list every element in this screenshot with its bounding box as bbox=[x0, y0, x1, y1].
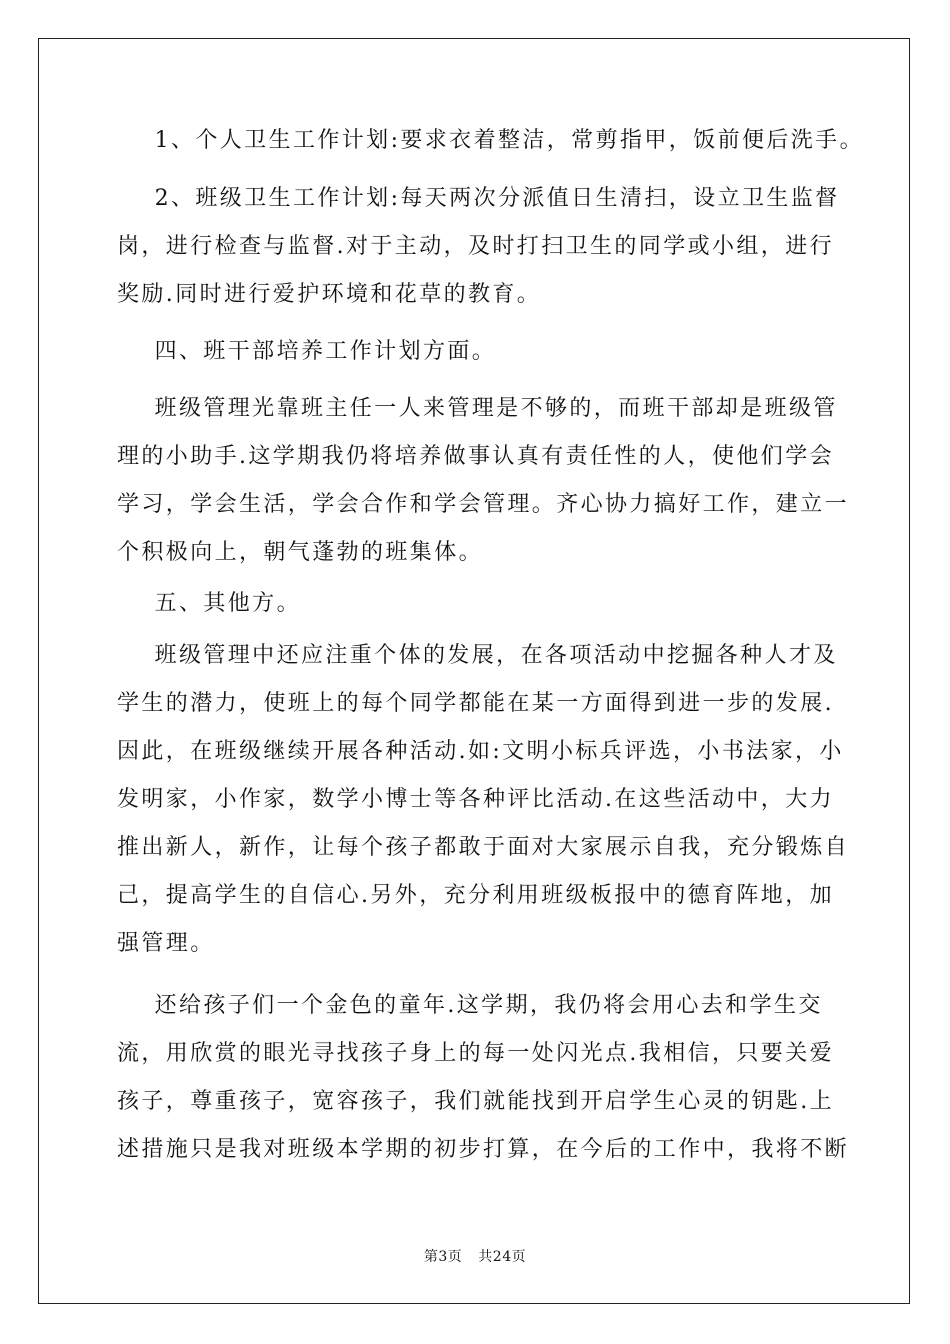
text-line: 四、班干部培养工作计划方面。 bbox=[117, 339, 497, 364]
text-line: 发明家，小作家，数学小博士等各种评比活动.在这些活动中，大力 bbox=[117, 787, 834, 812]
text-line: 流，用欣赏的眼光寻找孩子身上的每一处闪光点.我相信，只要关爱 bbox=[117, 1041, 834, 1066]
text-line: 奖励.同时进行爱护环境和花草的教育。 bbox=[117, 282, 542, 307]
text-line: 个积极向上，朝气蓬勃的班集体。 bbox=[117, 540, 484, 565]
text-line: 班级管理光靠班主任一人来管理是不够的，而班干部却是班级管 bbox=[117, 396, 838, 421]
text-line: 1、个人卫生工作计划:要求衣着整洁，常剪指甲，饭前便后洗手。 bbox=[117, 128, 864, 153]
text-line: 学生的潜力，使班上的每个同学都能在某一方面得到进一步的发展. bbox=[117, 691, 834, 716]
text-line: 五、其他方。 bbox=[117, 591, 301, 616]
text-line: 2、班级卫生工作计划:每天两次分派值日生清扫，设立卫生监督 bbox=[117, 186, 840, 211]
text-line: 强管理。 bbox=[117, 931, 215, 956]
text-line: 理的小助手.这学期我仍将培养做事认真有责任性的人，使他们学会 bbox=[117, 444, 834, 469]
page-footer bbox=[0, 1246, 950, 1266]
text-line: 因此，在班级继续开展各种活动.如:文明小标兵评选，小书法家，小 bbox=[117, 739, 844, 764]
text-line: 己，提高学生的自信心.另外，充分利用班级板报中的德育阵地，加 bbox=[117, 883, 834, 908]
page-number: 第3页 bbox=[423, 1249, 463, 1265]
text-line: 推出新人，新作，让每个孩子都敢于面对大家展示自我，充分锻炼自 bbox=[117, 835, 850, 860]
text-line: 岗，进行检查与监督.对于主动，及时打扫卫生的同学或小组，进行 bbox=[117, 234, 834, 259]
page-total: 共24页 bbox=[478, 1249, 527, 1265]
text-line: 孩子，尊重孩子，宽容孩子，我们就能找到开启学生心灵的钥匙.上 bbox=[117, 1089, 834, 1114]
text-line: 班级管理中还应注重个体的发展，在各项活动中挖掘各种人才及 bbox=[117, 643, 838, 668]
text-line: 还给孩子们一个金色的童年.这学期，我仍将会用心去和学生交 bbox=[117, 993, 823, 1018]
text-line: 述措施只是我对班级本学期的初步打算，在今后的工作中，我将不断 bbox=[117, 1137, 850, 1162]
text-line: 学习，学会生活，学会合作和学会管理。齐心协力搞好工作，建立一 bbox=[117, 492, 850, 517]
